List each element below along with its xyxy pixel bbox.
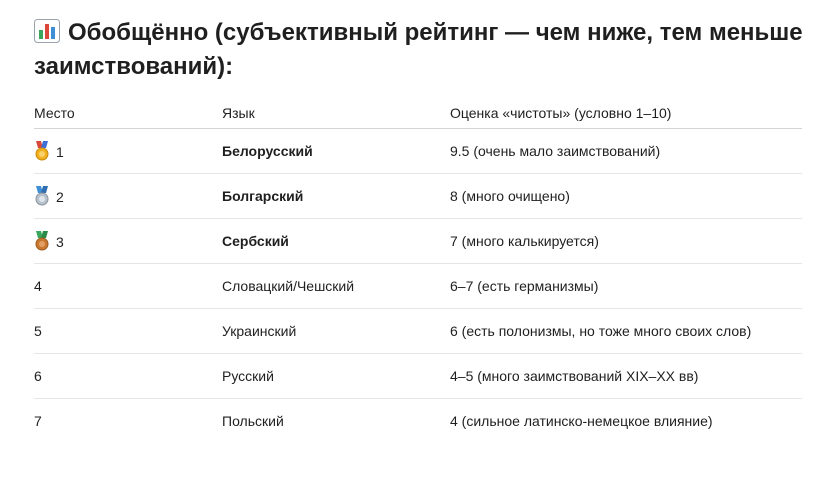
bronze-medal-icon: [34, 231, 50, 251]
cell-language: Украинский: [222, 309, 450, 354]
table-row: [34, 174, 802, 219]
place-number: 1: [56, 144, 64, 160]
table-row: [34, 129, 802, 174]
bar-chart-icon: [34, 19, 60, 43]
cell-language: Русский: [222, 354, 450, 399]
cell-score: 6–7 (есть германизмы): [450, 264, 802, 309]
cell-score: 4–5 (много заимствований XIX–XX вв): [450, 354, 802, 399]
cell-score: 8 (много очищено): [450, 174, 802, 219]
table-row: [34, 309, 802, 354]
cell-score: 7 (много калькируется): [450, 219, 802, 264]
cell-place: 4: [34, 264, 222, 309]
cell-place: [34, 219, 222, 264]
cell-place: [34, 129, 222, 174]
table-row: [34, 264, 802, 309]
place-number: 3: [56, 234, 64, 250]
cell-language: Белорусский: [222, 129, 450, 174]
cell-language: Польский: [222, 413, 284, 429]
summary-heading: [34, 16, 804, 84]
cell-place: 6: [34, 354, 222, 399]
header-language: Язык: [222, 98, 450, 129]
rating-table: [34, 98, 802, 443]
cell-score: 6 (есть полонизмы, но тоже много своих слов): [450, 309, 802, 354]
cell-score: 9.5 (очень мало заимствований): [450, 129, 802, 174]
cell-score: 4 (сильное латинско-немецкое влияние): [450, 413, 713, 429]
table-header-row: [34, 98, 802, 129]
cell-language: Сербский: [222, 219, 450, 264]
cell-language: Болгарский: [222, 174, 450, 219]
cell-language: Словацкий/Чешский: [222, 264, 450, 309]
header-place: Место: [34, 98, 222, 129]
cell-place: [34, 174, 222, 219]
table-row: [34, 399, 802, 444]
silver-medal-icon: [34, 186, 50, 206]
table-row: [34, 354, 802, 399]
header-score: Оценка «чистоты» (условно 1–10): [450, 98, 802, 129]
gold-medal-icon: [34, 141, 50, 161]
table-row: [34, 219, 802, 264]
summary-heading-text: Обобщённо (субъективный рейтинг — чем ниже, тем меньше заимствований):: [34, 19, 803, 80]
place-number: 2: [56, 189, 64, 205]
cell-place: 7: [34, 413, 42, 429]
cell-place: 5: [34, 309, 222, 354]
